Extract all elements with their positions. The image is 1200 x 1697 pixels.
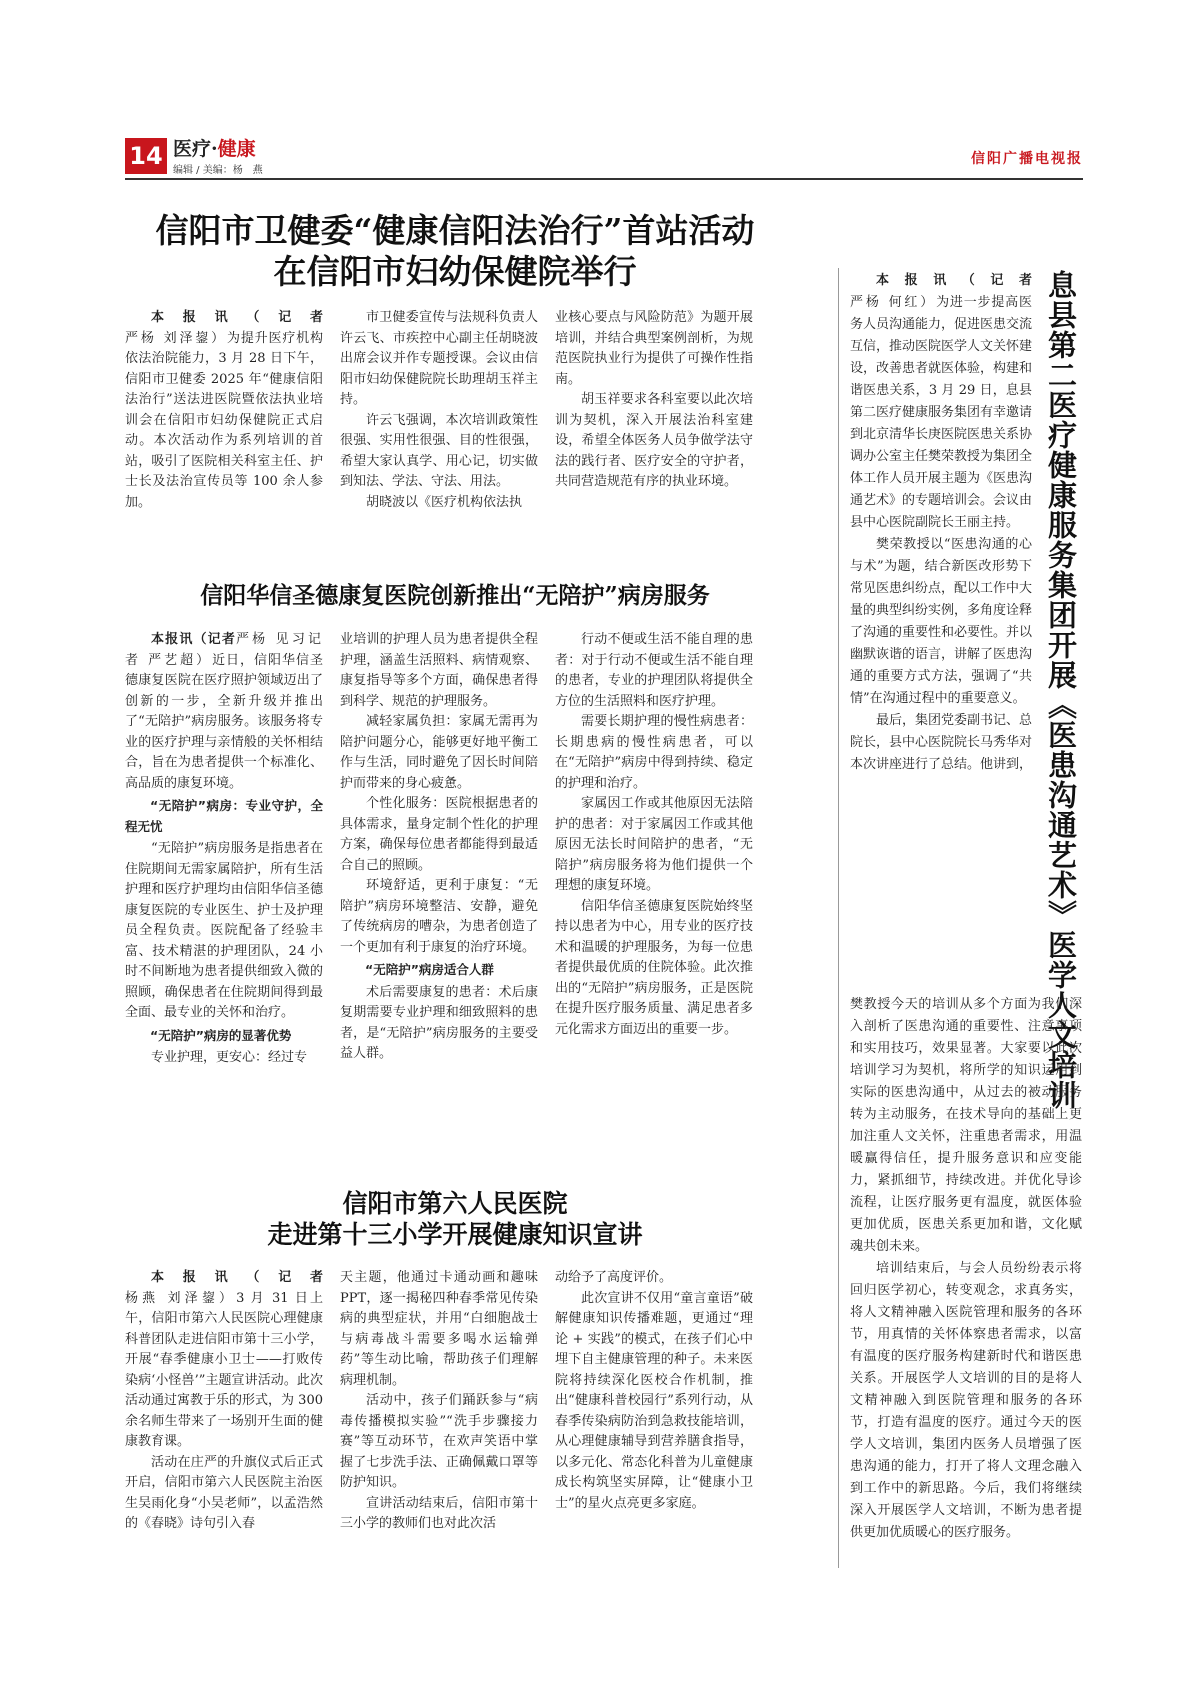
article2-col2 — [340, 630, 538, 1065]
article4-p3: 最后，集团党委副书记、总院长，县中心医院院长马秀华对本次讲座进行了总结。他讲到， — [850, 713, 1033, 772]
article2-col1-p2: “无陪护”病房服务是指患者在住院期间无需家属陪护，所有生活护理和医疗护理均由信阳华信圣德康复医院的专业医生、护士及护理员全程负责。医院配备了经验丰富、技术精湛的护理团队，24 小时不间断地为患者提供细致入微的照顾，确保患者在住院期间得到最全面、最专业的关怀和治疗。 — [125, 841, 323, 1020]
article1-col3 — [555, 308, 753, 493]
article1-col2 — [340, 308, 538, 513]
byline-names: 严杨 刘泽鋆） — [125, 330, 227, 346]
article3-col2-p3: 宣讲活动结束后，信阳市第十三小学的教师们也对此次活 — [340, 1495, 538, 1531]
article2-subhead3: “无陪护”病房适合人群 — [365, 962, 494, 977]
section-prefix: 医疗· — [173, 138, 218, 160]
page-number: 14 — [125, 138, 167, 174]
article3-col1-p1: 3 月 31 日上午，信阳市第六人民医院心理健康科普团队走进信阳市第十三小学，开展“春季健康小卫士——打败传染病‘小怪兽’”主题宣讲活动。此次活动通过寓教于乐的形式，为 300 余名师生带来了一场别开生面的健康教育课。 — [125, 1290, 323, 1449]
article3-col2-p2: 活动中，孩子们踊跃参与“病毒传播模拟实验”“洗手步骤接力赛”等互动环节，在欢声笑语中掌握了七步洗手法、正确佩戴口罩等防护知识。 — [340, 1393, 538, 1490]
article2-subhead2: “无陪护”病房的显著优势 — [150, 1027, 292, 1043]
article2-col3-p2: 需要长期护理的慢性病患者：长期患病的慢性病患者，可以在“无陪护”病房中得到持续、稳定的护理和治疗。 — [555, 714, 753, 791]
byline-names: 严杨 何红） — [850, 295, 937, 310]
article1-col1-text: 为提升医疗机构依法治院能力，3 月 28 日下午，信阳市卫健委 2025 年“健康信阳法治行”送法进医院暨依法执业培训会在信阳市妇幼保健院正式启动。本次活动作为系列培训的首站，吸引了医院相关科室主任、护士长及法治宣传员等 100 余人参加。 — [125, 330, 323, 510]
article2-col3-p3: 家属因工作或其他原因无法陪护的患者：对于家属因工作或其他原因无法长时间陪护的患者，“无陪护”病房服务将为他们提供一个理想的康复环境。 — [555, 796, 753, 893]
byline-label: 本报讯（记者 — [151, 310, 323, 325]
article1-col3-p1: 业核心要点与风险防范》为题开展培训，并结合典型案例剖析，为规范医院执业行为提供了可操作性指南。 — [555, 310, 753, 387]
article2-col3-p1: 行动不便或生活不能自理的患者：对于行动不便或生活不能自理的患者，专业的护理团队将提供全方位的生活照料和医疗护理。 — [555, 632, 753, 709]
article3-col3-p1: 动给予了高度评价。 — [555, 1270, 673, 1285]
article3-col2-p1: 天主题，他通过卡通动画和趣味 PPT，逐一揭秘四种春季常见传染病的典型症状，并用“白细胞战士与病毒战斗需要多喝水运输弹药”等生动比喻，帮助孩子们理解病理机制。 — [340, 1270, 538, 1388]
article2-col2-p2: 减轻家属负担：家属无需再为陪护问题分心，能够更好地平衡工作与生活，同时避免了因长时间陪护而带来的身心疲惫。 — [340, 714, 538, 791]
article2-col2-p3: 个性化服务：医院根据患者的具体需求，量身定制个性化的护理方案，确保每位患者都能得到最适合自己的照顾。 — [340, 796, 538, 873]
article2-col2-p4: 环境舒适，更利于康复：“无陪护”病房环境整洁、安静，避免了传统病房的嘈杂，为患者创造了一个更加有利于康复的治疗环境。 — [340, 878, 538, 955]
article4-headline: 息县第二医疗健康服务集团开展《医患沟通艺术》医学人文培训 — [1044, 270, 1078, 1110]
article1-headline — [125, 210, 785, 293]
article2-col3-p4: 信阳华信圣德康复医院始终坚持以患者为中心，用专业的医疗技术和温暖的护理服务，为每一位患者提供最优质的住院体验。此次推出的“无陪护”病房服务，正是医院在提升医疗服务质量、满足患者多元化需求方面迈出的重要一步。 — [555, 898, 753, 1037]
byline-label: 本报讯（记者 — [876, 273, 1032, 288]
article1-col2-p2: 许云飞强调，本次培训政策性很强、实用性很强、目的性很强，希望大家认真学、用心记，切实做到知法、学法、守法、用法。 — [340, 412, 538, 489]
article3-col1 — [125, 1268, 323, 1535]
article3-col3-p2: 此次宣讲不仅用“童言童语”破解健康知识传播难题，更通过“理论 + 实践”的模式，在孩子们心中埋下自主健康管理的种子。未来医院将持续深化医校合作机制，推出“健康科普校园行”系列行动，从春季传染病防治到急救技能培训，从心理健康辅导到营养膳食指导，以多元化、常态化科普为儿童健康成长构筑坚实屏障，让“健康小卫士”的星火点亮更多家庭。 — [555, 1290, 753, 1511]
byline-names: 严杨 见习记者 严艺超） — [125, 632, 323, 668]
article4-col-upper — [850, 270, 1032, 776]
article1-col1 — [125, 308, 323, 513]
article4-p4: 培训结束后，与会人员纷纷表示将回归医学初心，转变观念，求真务实，将人文精神融入医院管理和服务的各环节，用真情的关怀体察患者需求，以富有温度的医疗服务构建新时代和谐医患关系。开展医学人文培训的目的是将人文精神融入到医院管理和服务的各环节，打造有温度的医疗。通过今天的医学人文培训，集团内医务人员增强了医患沟通的能力，打开了将人文理念融入到工作中的新思路。今后，我们将继续深入开展医学人文培训，不断为患者提供更加优质暖心的医疗服务。 — [850, 1261, 1082, 1540]
article2-headline: 信阳华信圣德康复医院创新推出“无陪护”病房服务 — [200, 582, 710, 609]
byline-label: 本报讯（记者 — [151, 632, 237, 647]
article3-col2 — [340, 1268, 538, 1535]
sidebar-divider — [838, 268, 839, 1568]
byline-names: 杨燕 刘泽鋆） — [125, 1290, 237, 1306]
article2-col1-p3: 专业护理，更安心：经过专 — [151, 1050, 308, 1065]
article3-headline — [125, 1188, 785, 1251]
header-rule — [125, 178, 1083, 180]
article2-col2-p1: 业培训的护理人员为患者提供全程护理，涵盖生活照料、病情观察、康复指导等多个方面，确保患者得到科学、规范的护理服务。 — [340, 632, 538, 709]
article1-col2-p1: 市卫健委宣传与法规科负责人许云飞、市疾控中心副主任胡晓波出席会议并作专题授课。会议由信阳市妇幼保健院院长助理胡玉祥主持。 — [340, 310, 538, 407]
article3-title-line1: 信阳市第六人民医院 — [342, 1189, 568, 1218]
article3-col1-p2: 活动在庄严的升旗仪式后正式开启，信阳市第六人民医院主治医生吴雨化身“小吴老师”，以孟浩然的《春晓》诗句引入春 — [125, 1454, 323, 1531]
article1-title-line2: 在信阳市妇幼保健院举行 — [273, 252, 637, 292]
byline-label: 本报讯（记者 — [151, 1270, 323, 1285]
article4-p2: 樊荣教授以“医患沟通的心与术”为题，结合新医改形势下常见医患纠纷点，配以工作中大量的典型纠纷实例，多角度诠释了沟通的重要性和必要性。并以幽默诙谐的语言，讲解了医患沟通的重要方式方法，强调了“共情”在沟通过程中的重要意义。 — [850, 537, 1033, 706]
article4-p3-cont: 樊教授今天的培训从多个方面为我们深入剖析了医患沟通的重要性、注意事项和实用技巧，效果显著。大家要以此次培训学习为契机，将所学的知识运用到实际的医患沟通中，从过去的被动服务转为主动服务，在技术导向的基础上更加注重人文关怀，注重患者需求，用温暖赢得信任，提升服务意识和应变能力，紧抓细节，持续改进。并优化导诊流程，让医疗服务更有温度，就医体验更加优质，医患关系更加和谐，文化赋魂共创未来。 — [850, 997, 1082, 1254]
article4-p1: 为进一步提高医务人员沟通能力，促进医患交流互信，推动医院医学人文关怀建设，改善患者就医体验，构建和谐医患关系，3 月 29 日，息县第二医疗健康服务集团有幸邀请到北京清华长庚医院医患关系协调办公室主任樊荣教授为集团全体工作人员开展主题为《医患沟通艺术》的专题培训会。会议由县中心医院副院长王丽主持。 — [850, 295, 1033, 530]
article1-col2-p3: 胡晓波以《医疗机构依法执 — [366, 494, 523, 510]
section-title — [173, 134, 256, 161]
article2-subhead1: “无陪护”病房：专业守护，全程无忧 — [125, 798, 323, 834]
article2-col1 — [125, 630, 323, 1069]
article3-title-line2: 走进第十三小学开展健康知识宣讲 — [267, 1220, 643, 1250]
editor-line: 编辑 / 美编：杨 燕 — [173, 165, 263, 176]
article2-col2-p5: 术后需要康复的患者：术后康复期需要专业护理和细致照料的患者，是“无陪护”病房服务的主要受益人群。 — [340, 984, 538, 1061]
section-accent: 健康 — [217, 138, 256, 160]
article4-col-lower — [850, 994, 1082, 1544]
article1-title-line1: 信阳市卫健委“健康信阳法治行”首站活动 — [155, 211, 755, 250]
article3-col3 — [555, 1268, 753, 1514]
paper-name: 信阳广播电视报 — [971, 151, 1083, 167]
article2-col3 — [555, 630, 753, 1040]
article1-col3-p2: 胡玉祥要求各科室要以此次培训为契机，深入开展法治科室建设，希望全体医务人员争做学法守法的践行者、医疗安全的守护者，共同营造规范有序的执业环境。 — [555, 392, 753, 489]
article2-col1-p1: 近日，信阳华信圣德康复医院在医疗照护领域迈出了创新的一步，全新升级并推出了“无陪护”病房服务。该服务将专业的医疗护理与亲情般的关怀相结合，旨在为患者提供一个标准化、高品质的康复环境。 — [125, 652, 323, 791]
